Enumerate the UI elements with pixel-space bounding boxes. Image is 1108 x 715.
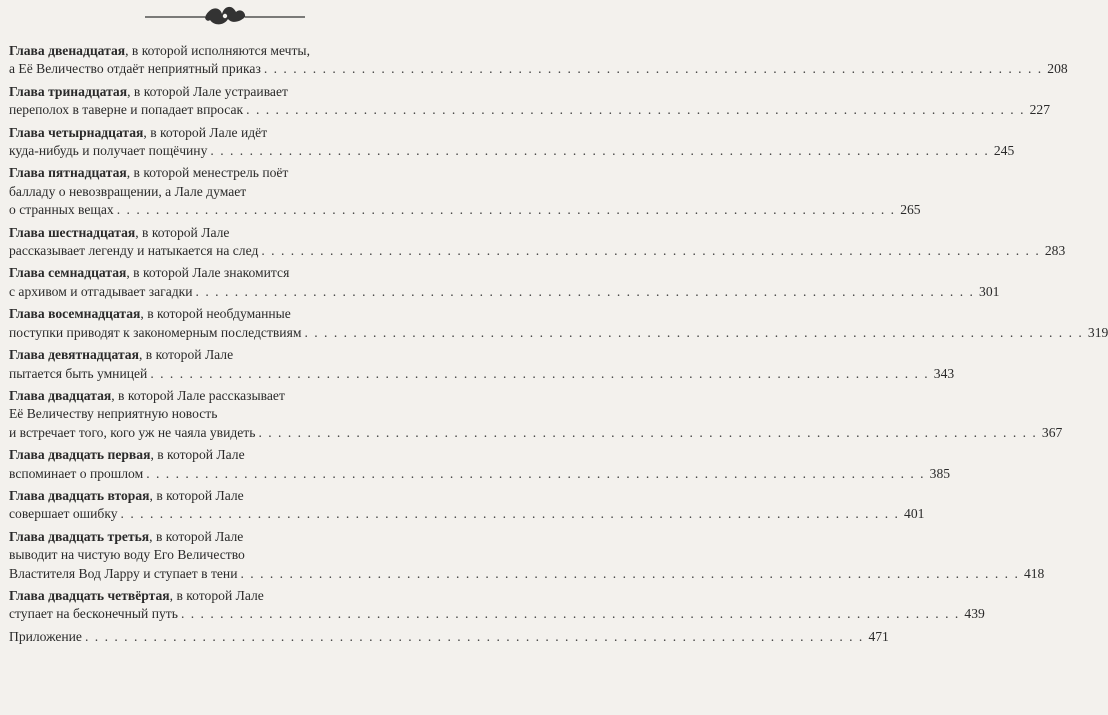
chapter-title: Глава двадцать первая: [9, 447, 151, 463]
toc-entry-last-line: [9, 628, 889, 646]
page-number: 227: [1029, 102, 1050, 118]
page-number: 418: [1023, 565, 1045, 581]
chapter-title: Глава семнадцатая: [9, 265, 127, 281]
dot-leader: . . . . . . . . . . . . . . . . . . . . . . . . . . . . . . . . . . . . . . . . . . . . . . . . . . . . . . . . . . . . . . . . . . . . . . . . . . . . . . . .: [246, 102, 1025, 118]
toc-entry-line: [9, 487, 431, 505]
chapter-description: , в которой Лале: [149, 528, 244, 544]
dot-leader: . . . . . . . . . . . . . . . . . . . . . . . . . . . . . . . . . . . . . . . . . . . . . . . . . . . . . . . . . . . . . . . . . . . . . . . . . . . . . . . .: [84, 628, 864, 644]
chapter-description: переполох в таверне и попадает впросак: [9, 102, 244, 118]
page-number: 283: [1044, 243, 1066, 259]
toc-entry-line: [9, 224, 431, 242]
chapter-title: Глава двадцать вторая: [9, 487, 150, 503]
chapter-description: Приложение: [9, 628, 82, 644]
toc-entry-line: [9, 546, 431, 564]
chapter-description: Её Величеству неприятную новость: [9, 406, 218, 422]
toc-entry-line: [9, 124, 431, 142]
table-of-contents: [9, 42, 1108, 650]
dot-leader: . . . . . . . . . . . . . . . . . . . . . . . . . . . . . . . . . . . . . . . . . . . . . . . . . . . . . . . . . . . . . . . . . . . . . . . . . . . . . . . .: [210, 143, 990, 159]
chapter-description: с архивом и отгадывает загадки: [9, 283, 193, 299]
toc-entry-last-line: [9, 242, 1066, 260]
toc-entry-last-line: [9, 424, 1063, 442]
toc-entry: [9, 628, 889, 646]
chapter-description: , в которой Лале: [149, 487, 244, 503]
toc-entry: [9, 305, 1108, 342]
page-number: 367: [1041, 424, 1063, 440]
toc-entry-line: [9, 528, 431, 546]
chapter-description: поступки приводят к закономерным последствиям: [9, 324, 302, 340]
dot-leader: . . . . . . . . . . . . . . . . . . . . . . . . . . . . . . . . . . . . . . . . . . . . . . . . . . . . . . . . . . . . . . . . . . . . . . . . . . . . . . . .: [258, 424, 1038, 440]
page-number: 401: [904, 506, 925, 522]
chapter-title: Глава шестнадцатая: [9, 224, 136, 240]
chapter-description: , в которой исполняются мечты,: [125, 43, 310, 58]
chapter-title: Глава восемнадцатая: [9, 306, 141, 322]
chapter-description: куда-нибудь и получает пощёчину: [9, 143, 208, 159]
dot-leader: . . . . . . . . . . . . . . . . . . . . . . . . . . . . . . . . . . . . . . . . . . . . . . . . . . . . . . . . . . . . . . . . . . . . . . . . . . . . . . . .: [240, 565, 1020, 581]
toc-entry-line: [9, 83, 431, 101]
dot-leader: . . . . . . . . . . . . . . . . . . . . . . . . . . . . . . . . . . . . . . . . . . . . . . . . . . . . . . . . . . . . . . . . . . . . . . . . . . . . . . . .: [116, 202, 896, 218]
dot-leader: . . . . . . . . . . . . . . . . . . . . . . . . . . . . . . . . . . . . . . . . . . . . . . . . . . . . . . . . . . . . . . . . . . . . . . . . . . . . . . . .: [261, 243, 1041, 259]
toc-entry: [9, 164, 921, 219]
chapter-description: вспоминает о прошлом: [9, 465, 144, 481]
chapter-description: , в которой Лале устраивает: [127, 83, 288, 99]
toc-entry: [9, 587, 985, 624]
chapter-title: Глава пятнадцатая: [9, 165, 127, 181]
dot-leader: . . . . . . . . . . . . . . . . . . . . . . . . . . . . . . . . . . . . . . . . . . . . . . . . . . . . . . . . . . . . . . . . . . . . . . . . . . . . . . . .: [180, 606, 960, 622]
chapter-description: , в которой необдуманные: [140, 306, 291, 322]
chapter-description: , в которой Лале: [169, 587, 264, 603]
page-number: 385: [929, 465, 951, 481]
toc-entry-last-line: [9, 324, 1108, 342]
chapter-description: , в которой менестрель поёт: [126, 165, 289, 181]
chapter-description: совершает ошибку: [9, 506, 118, 522]
chapter-description: , в которой Лале знакомится: [126, 265, 290, 281]
page-number: 265: [900, 202, 921, 218]
page-number: 439: [964, 606, 985, 622]
page-number: 208: [1047, 61, 1068, 77]
chapter-title: Глава двадцать третья: [9, 528, 150, 544]
toc-entry-line: [9, 183, 431, 201]
chapter-description: , в которой Лале: [138, 347, 234, 363]
toc-entry: [9, 346, 955, 383]
page-number: 471: [868, 628, 889, 644]
toc-entry-line: [9, 42, 431, 60]
chapter-title: Глава двадцать четвёртая: [9, 587, 170, 603]
toc-entry-line: [9, 305, 431, 323]
toc-entry: [9, 446, 951, 483]
toc-entry-line: [9, 387, 431, 405]
toc-entry: [9, 124, 1015, 161]
toc-entry-line: [9, 405, 431, 423]
toc-entry-line: [9, 587, 431, 605]
dot-leader: . . . . . . . . . . . . . . . . . . . . . . . . . . . . . . . . . . . . . . . . . . . . . . . . . . . . . . . . . . . . . . . . . . . . . . . . . . . . . . . .: [195, 283, 975, 299]
chapter-title: Глава двенадцатая: [9, 43, 126, 58]
toc-entry-last-line: [9, 60, 1068, 78]
page-number: 319: [1087, 324, 1108, 340]
page-number: 301: [979, 283, 1000, 299]
page-number: 343: [933, 365, 955, 381]
dot-leader: . . . . . . . . . . . . . . . . . . . . . . . . . . . . . . . . . . . . . . . . . . . . . . . . . . . . . . . . . . . . . . . . . . . . . . . . . . . . . . . .: [146, 465, 926, 481]
chapter-description: балладу о невозвращении, а Лале думает: [9, 183, 247, 199]
page-number: 245: [993, 143, 1015, 159]
toc-entry-last-line: [9, 365, 955, 383]
toc-entry-last-line: [9, 505, 925, 523]
chapter-title: Глава четырнадцатая: [9, 124, 144, 140]
dot-leader: . . . . . . . . . . . . . . . . . . . . . . . . . . . . . . . . . . . . . . . . . . . . . . . . . . . . . . . . . . . . . . . . . . . . . . . . . . . . . . . .: [263, 61, 1043, 77]
toc-entry: [9, 487, 925, 524]
chapter-description: , в которой Лале: [150, 447, 245, 463]
dot-leader: . . . . . . . . . . . . . . . . . . . . . . . . . . . . . . . . . . . . . . . . . . . . . . . . . . . . . . . . . . . . . . . . . . . . . . . . . . . . . . . .: [150, 365, 930, 381]
toc-entry: [9, 224, 1066, 261]
toc-entry-last-line: [9, 101, 1050, 119]
toc-entry-last-line: [9, 201, 921, 219]
toc-entry-last-line: [9, 605, 985, 623]
chapter-description: а Её Величество отдаёт неприятный приказ: [9, 61, 261, 77]
chapter-description: , в которой Лале идёт: [143, 124, 268, 140]
toc-entry: [9, 42, 1068, 79]
toc-entry-last-line: [9, 142, 1015, 160]
toc-entry-last-line: [9, 465, 951, 483]
toc-entry-line: [9, 164, 431, 182]
dot-leader: . . . . . . . . . . . . . . . . . . . . . . . . . . . . . . . . . . . . . . . . . . . . . . . . . . . . . . . . . . . . . . . . . . . . . . . . . . . . . . . .: [120, 506, 900, 522]
chapter-title: Глава двадцатая: [9, 387, 112, 403]
toc-entry-last-line: [9, 565, 1045, 583]
toc-entry: [9, 264, 1000, 301]
toc-entry: [9, 387, 1063, 442]
toc-entry-line: [9, 264, 431, 282]
dot-leader: . . . . . . . . . . . . . . . . . . . . . . . . . . . . . . . . . . . . . . . . . . . . . . . . . . . . . . . . . . . . . . . . . . . . . . . . . . . . . . . .: [304, 324, 1084, 340]
chapter-description: выводит на чистую воду Его Величество: [9, 547, 245, 563]
chapter-description: пытается быть умницей: [9, 365, 148, 381]
chapter-description: рассказывает легенду и натыкается на след: [9, 243, 259, 259]
header-ornament: [0, 0, 450, 34]
toc-entry-line: [9, 346, 431, 364]
toc-entry: [9, 528, 1045, 583]
chapter-description: Властителя Вод Ларру и ступает в тени: [9, 565, 238, 581]
chapter-description: , в которой Лале: [135, 224, 230, 240]
toc-entry-line: [9, 446, 431, 464]
chapter-title: Глава тринадцатая: [9, 83, 128, 99]
chapter-description: о странных вещах: [9, 202, 114, 218]
chapter-description: и встречает того, кого уж не чаяла увидеть: [9, 424, 256, 440]
chapter-description: , в которой Лале рассказывает: [111, 387, 285, 403]
chapter-title: Глава девятнадцатая: [9, 347, 139, 363]
chapter-description: ступает на бесконечный путь: [9, 606, 178, 622]
toc-entry-last-line: [9, 283, 1000, 301]
toc-entry: [9, 83, 1050, 120]
